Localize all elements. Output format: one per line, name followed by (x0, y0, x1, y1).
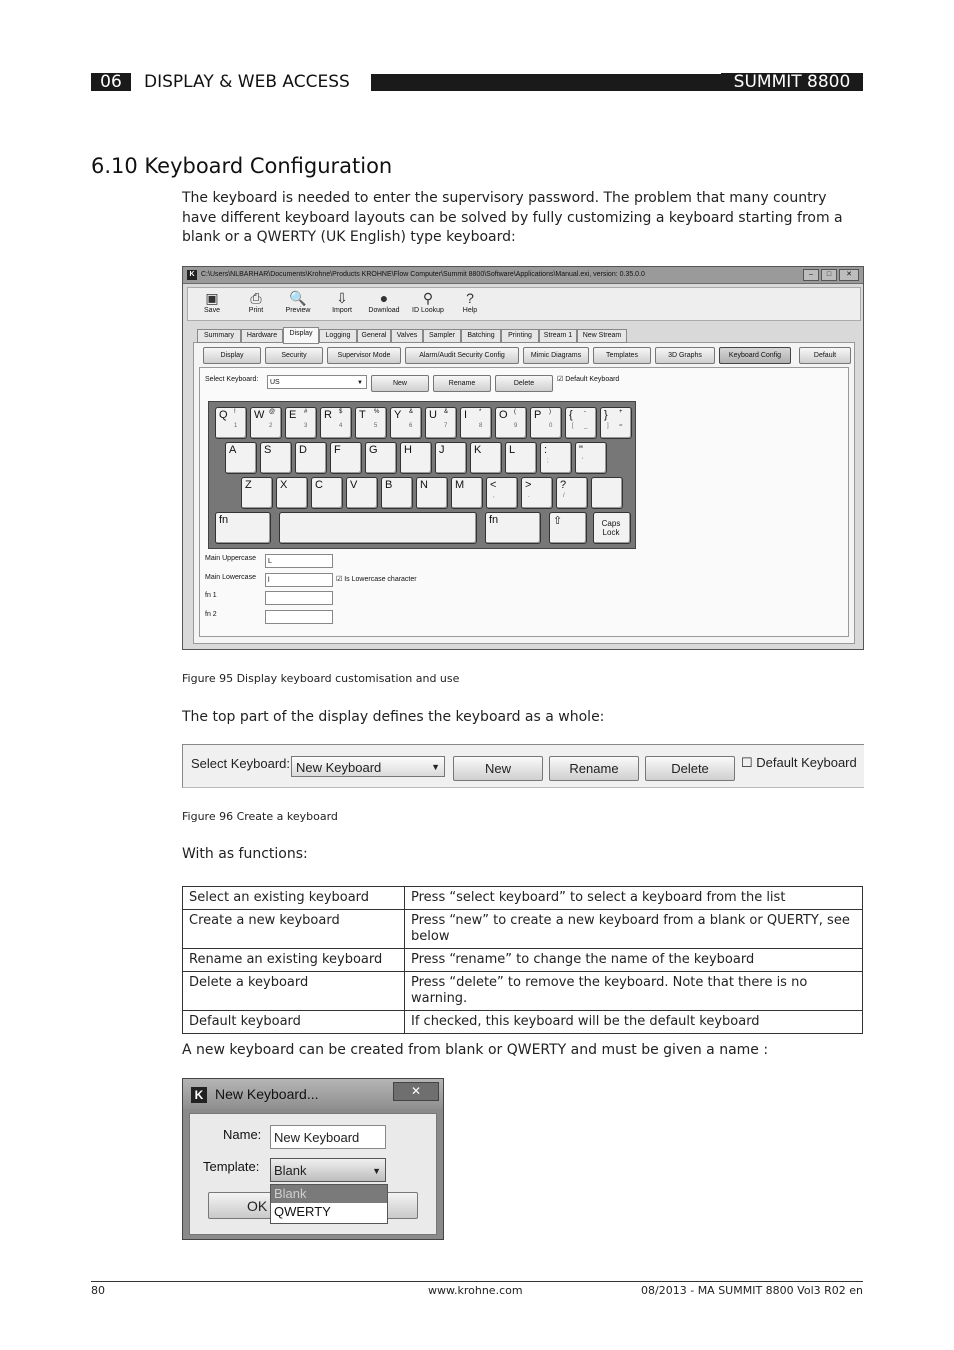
key-glyph: Z (245, 479, 252, 491)
key-glyph: 6 (409, 423, 413, 429)
main-lowercase-label: Main Lowercase (205, 574, 256, 581)
toolbar-button[interactable] (408, 290, 448, 314)
caps-lock-key-label: Caps Lock (601, 519, 621, 537)
chapter-number: 06 (91, 73, 131, 91)
template-label: Template: (203, 1159, 260, 1174)
keyboard-key[interactable] (416, 477, 448, 509)
key-glyph: F (334, 444, 341, 456)
toolbar-button-label: Download (368, 307, 400, 314)
keyboard-key[interactable] (241, 477, 273, 509)
key-glyph: K (474, 444, 482, 456)
keyboard-key[interactable] (600, 407, 632, 439)
maximize-button[interactable]: □ (821, 269, 837, 281)
key-glyph: * (479, 409, 482, 415)
fn2-field[interactable] (265, 610, 333, 624)
fn-key-label: fn (219, 514, 229, 526)
tab-display[interactable]: Display (283, 327, 319, 344)
create-keyboard-screenshot (182, 744, 864, 788)
subtab-default[interactable]: Default (799, 347, 851, 364)
chevron-down-icon: ▼ (431, 762, 440, 772)
key-glyph: G (369, 444, 378, 456)
key-glyph: ( (514, 409, 516, 415)
functions-intro: With as functions: (182, 846, 308, 862)
name-label: Name: (223, 1127, 262, 1142)
function-name-cell: Delete a keyboard (183, 972, 405, 1011)
key-glyph: [ (572, 423, 574, 429)
keyboard-key[interactable] (435, 442, 467, 474)
keyboard-key[interactable] (470, 442, 502, 474)
key-glyph: 4 (339, 423, 343, 429)
toolbar-button-label: Help (462, 307, 478, 314)
keyboard-key[interactable] (276, 477, 308, 509)
subtab-security[interactable]: Security (265, 347, 323, 364)
key-glyph: T (359, 409, 366, 421)
fn-key[interactable] (485, 512, 541, 544)
close-button[interactable]: ✕ (839, 269, 859, 281)
toolbar-button[interactable] (278, 290, 318, 314)
header-bar (371, 74, 721, 91)
key-glyph: O (499, 409, 508, 421)
function-name-cell: Rename an existing keyboard (183, 949, 405, 972)
key-glyph: ] (607, 423, 609, 429)
key-glyph: E (289, 409, 297, 421)
subtab-alarm-audit-security-config[interactable]: Alarm/Audit Security Config (405, 347, 519, 364)
toolbar-button-label: Import (332, 307, 352, 314)
keyboard-key[interactable] (495, 407, 527, 439)
key-glyph: - (584, 409, 586, 415)
page-number: 80 (91, 1284, 105, 1297)
import-icon: ⇩ (336, 290, 348, 306)
krohne-logo-icon: K (187, 270, 197, 280)
shift-key[interactable] (549, 512, 587, 544)
table-row (183, 910, 863, 949)
key-glyph: S (264, 444, 272, 456)
fig96-select-dropdown[interactable] (291, 756, 445, 777)
key-glyph: L (509, 444, 516, 456)
toolbar-button[interactable] (364, 290, 404, 314)
section-title: 6.10 Keyboard Configuration (91, 154, 393, 178)
key-glyph: < (490, 479, 497, 491)
footer-rule (91, 1281, 863, 1282)
function-description-cell: Press “delete” to remove the keyboard. Note that there is no warning. (405, 972, 863, 1011)
tab-new-stream[interactable]: New Stream (577, 329, 627, 343)
tab-sampler[interactable]: Sampler (423, 329, 461, 343)
fig96-default-checkbox[interactable]: ☐ Default Keyboard (741, 755, 857, 770)
new-keyboard-dialog (182, 1078, 444, 1240)
key-glyph: $ (339, 409, 343, 415)
keyboard-key[interactable] (530, 407, 562, 439)
keyboard-key[interactable] (425, 407, 457, 439)
keyboard-key[interactable] (250, 407, 282, 439)
function-description-cell: If checked, this keyboard will be the default keyboard (405, 1011, 863, 1034)
key-glyph: H (404, 444, 412, 456)
keyboard-key[interactable] (260, 442, 292, 474)
key-glyph: V (350, 479, 358, 491)
key-glyph: W (254, 409, 265, 421)
key-glyph: , (493, 493, 495, 499)
keyboard-key[interactable] (575, 442, 607, 474)
delete-button[interactable]: Delete (495, 375, 553, 392)
toolbar-button-label: Print (248, 307, 264, 314)
fig96-rename-button[interactable]: Rename (549, 756, 639, 781)
toolbar-button[interactable] (192, 290, 232, 314)
template-select[interactable] (270, 1158, 386, 1182)
key-glyph: U (429, 409, 437, 421)
key-glyph: 7 (444, 423, 448, 429)
key-glyph: X (280, 479, 288, 491)
is-lowercase-checkbox[interactable]: ☑ Is Lowercase character (336, 576, 417, 583)
intro-paragraph: The keyboard is needed to enter the supervisory password. The problem that many country have different keyboard layouts can be solved by fully customizing a keyboard starting from a blank or a QWERTY (UK English) type keyboard: (182, 190, 843, 245)
toolbar-button[interactable] (322, 290, 362, 314)
tab-hardware[interactable]: Hardware (241, 329, 283, 343)
fn2-label: fn 2 (205, 611, 217, 618)
key-glyph: + (619, 409, 623, 415)
footer-website: www.krohne.com (428, 1284, 523, 1297)
key-glyph: ' (582, 458, 584, 464)
key-glyph: B (385, 479, 393, 491)
keyboard-config-screenshot (182, 266, 864, 650)
download-icon: ● (379, 290, 389, 306)
key-glyph: _ (584, 423, 588, 429)
key-glyph: Y (394, 409, 402, 421)
key-glyph: C (315, 479, 323, 491)
keyboard-key[interactable] (285, 407, 317, 439)
select-keyboard-dropdown[interactable] (267, 375, 367, 389)
keyboard-key[interactable] (295, 442, 327, 474)
key-glyph: ! (234, 409, 236, 415)
key-glyph: = (619, 423, 623, 429)
fig96-select-label: Select Keyboard: (191, 756, 291, 771)
help-icon: ? (466, 290, 474, 306)
toolbar-button[interactable] (450, 290, 490, 314)
key-glyph: N (420, 479, 428, 491)
main-uppercase-label: Main Uppercase (205, 555, 256, 562)
keyboard-key[interactable] (486, 477, 518, 509)
key-glyph: A (229, 444, 237, 456)
key-glyph: } (604, 409, 608, 421)
rename-button[interactable]: Rename (433, 375, 491, 392)
default-keyboard-label: Default Keyboard (565, 376, 620, 383)
key-glyph: @ (269, 409, 276, 415)
chapter-title: DISPLAY & WEB ACCESS (144, 72, 350, 92)
key-glyph: 5 (374, 423, 378, 429)
print-icon: ⎙ (250, 290, 262, 306)
dialog-title-bar (183, 1079, 443, 1109)
key-glyph: M (455, 479, 465, 491)
select-keyboard-label: Select Keyboard: (205, 376, 259, 383)
keyboard-key[interactable] (390, 407, 422, 439)
chevron-down-icon: ▼ (372, 1166, 381, 1176)
function-description-cell: Press “new” to create a new keyboard from a blank or QUERTY, see below (405, 910, 863, 949)
keyboard-key[interactable] (540, 442, 572, 474)
key-glyph: & (444, 409, 449, 415)
key-glyph: Q (219, 409, 228, 421)
keyboard-key[interactable] (215, 407, 247, 439)
fig96-select-value: New Keyboard (296, 760, 382, 775)
toolbar-button[interactable] (236, 290, 276, 314)
key-glyph: { (569, 409, 573, 421)
function-name-cell: Select an existing keyboard (183, 887, 405, 910)
key-glyph: 3 (304, 423, 308, 429)
caps-lock-key[interactable] (593, 512, 631, 544)
key-glyph: I (464, 409, 468, 421)
keyboard-key[interactable] (505, 442, 537, 474)
key-glyph: ) (549, 409, 551, 415)
virtual-keyboard (208, 401, 636, 549)
select-keyboard-value: US (270, 379, 280, 386)
subtab-mimic-diagrams[interactable]: Mimic Diagrams (523, 347, 589, 364)
keyboard-key[interactable] (330, 442, 362, 474)
name-input[interactable]: New Keyboard (270, 1125, 386, 1149)
key-glyph: P (534, 409, 542, 421)
main-uppercase-field[interactable]: L (265, 554, 333, 568)
toolbar (187, 287, 861, 321)
key-glyph: . (528, 493, 530, 499)
tab-valves[interactable]: Valves (391, 329, 423, 343)
figure-95-caption: Figure 95 Display keyboard customisation and use (182, 672, 460, 685)
key-glyph: J (439, 444, 445, 456)
function-description-cell: Press “select keyboard” to select a keyboard from the list (405, 887, 863, 910)
template-options-list (270, 1184, 388, 1224)
fn1-label: fn 1 (205, 592, 217, 599)
id-lookup-icon: ⚲ (422, 290, 434, 306)
template-option[interactable]: QWERTY (274, 1204, 331, 1219)
toolbar-button-label: ID Lookup (412, 307, 444, 314)
toolbar-button-label: Preview (285, 307, 311, 314)
keyboard-key[interactable] (565, 407, 597, 439)
figure-96-caption: Figure 96 Create a keyboard (182, 810, 338, 823)
key-glyph: ; (547, 458, 549, 464)
minimize-button[interactable]: – (803, 269, 819, 281)
keyboard-key[interactable] (320, 407, 352, 439)
tab-summary[interactable]: Summary (197, 329, 241, 343)
key-glyph: 8 (479, 423, 483, 429)
key-glyph: & (409, 409, 414, 415)
key-glyph: : (544, 444, 548, 456)
keyboard-key[interactable] (400, 442, 432, 474)
table-row (183, 972, 863, 1011)
shift-key-label: ⇧ (553, 515, 563, 527)
functions-table (182, 886, 863, 1034)
fig96-default-label: Default Keyboard (756, 755, 857, 770)
top-part-paragraph: The top part of the display defines the keyboard as a whole: (182, 709, 605, 725)
key-glyph: 2 (269, 423, 273, 429)
keyboard-key[interactable] (311, 477, 343, 509)
chevron-down-icon: ▼ (357, 380, 363, 386)
key-glyph: % (374, 409, 380, 415)
key-glyph: > (525, 479, 532, 491)
table-row (183, 887, 863, 910)
keyboard-key[interactable] (521, 477, 553, 509)
keyboard-key[interactable] (355, 407, 387, 439)
key-glyph: ? (560, 479, 567, 491)
key-glyph: 9 (514, 423, 518, 429)
new-keyboard-paragraph: A new keyboard can be created from blank or QWERTY and must be given a name : (182, 1042, 769, 1058)
keyboard-key[interactable] (451, 477, 483, 509)
subtab-3d-graphs[interactable]: 3D Graphs (655, 347, 715, 364)
fig96-new-button[interactable]: New (453, 756, 543, 781)
keyboard-key[interactable] (556, 477, 588, 509)
keyboard-key[interactable] (460, 407, 492, 439)
dialog-title: New Keyboard... (215, 1086, 319, 1102)
keyboard-key[interactable] (365, 442, 397, 474)
subtab-keyboard-config[interactable]: Keyboard Config (719, 347, 791, 364)
spacebar-key[interactable] (279, 512, 477, 544)
keyboard-key[interactable] (225, 442, 257, 474)
subtab-templates[interactable]: Templates (593, 347, 651, 364)
function-name-cell: Create a new keyboard (183, 910, 405, 949)
template-option[interactable]: Blank (271, 1185, 387, 1203)
key-glyph: / (563, 493, 565, 499)
krohne-logo-icon: K (191, 1087, 207, 1103)
subtab-supervisor-mode[interactable]: Supervisor Mode (327, 347, 401, 364)
template-select-value: Blank (274, 1163, 307, 1178)
save-icon: ▣ (205, 290, 219, 306)
key-glyph: R (324, 409, 332, 421)
main-lowercase-field[interactable]: l (265, 573, 333, 587)
table-row (183, 949, 863, 972)
is-lowercase-label: Is Lowercase character (344, 576, 417, 583)
tab-printing[interactable]: Printing (501, 329, 539, 343)
key-glyph: D (299, 444, 307, 456)
ok-button[interactable]: OK (208, 1192, 418, 1219)
fn1-field[interactable] (265, 591, 333, 605)
key-glyph: " (579, 444, 583, 456)
tab-general[interactable]: General (357, 329, 391, 343)
tab-batching[interactable]: Batching (461, 329, 501, 343)
preview-icon: 🔍 (289, 290, 307, 306)
tab-logging[interactable]: Logging (319, 329, 357, 343)
keyboard-key[interactable] (591, 477, 623, 509)
subtab-display[interactable]: Display (203, 347, 261, 364)
tab-stream-1[interactable]: Stream 1 (539, 329, 577, 343)
key-glyph: 0 (549, 423, 553, 429)
function-name-cell: Default keyboard (183, 1011, 405, 1034)
footer-doc-id: 08/2013 - MA SUMMIT 8800 Vol3 R02 en (641, 1284, 863, 1297)
new-button[interactable]: New (371, 375, 429, 392)
default-keyboard-checkbox[interactable]: ☑ Default Keyboard (557, 376, 620, 383)
key-glyph: 1 (234, 423, 238, 429)
window-title-bar (183, 267, 863, 284)
keyboard-key[interactable] (346, 477, 378, 509)
product-name: SUMMIT 8800 (721, 73, 863, 91)
key-glyph: # (304, 409, 308, 415)
toolbar-button-label: Save (204, 307, 220, 314)
keyboard-key[interactable] (381, 477, 413, 509)
function-description-cell: Press “rename” to change the name of the keyboard (405, 949, 863, 972)
table-row (183, 1011, 863, 1034)
fn-key[interactable] (215, 512, 271, 544)
fn-key-label: fn (489, 514, 499, 526)
close-icon[interactable]: ✕ (393, 1082, 439, 1101)
window-title: C:\Users\NLBARHAR\Documents\Krohne\Products KROHNE\Flow Computer\Summit 8800\Software\Applications\Manual.exi, version: 0.35.0.0 (201, 271, 645, 278)
fig96-delete-button[interactable]: Delete (645, 756, 735, 781)
